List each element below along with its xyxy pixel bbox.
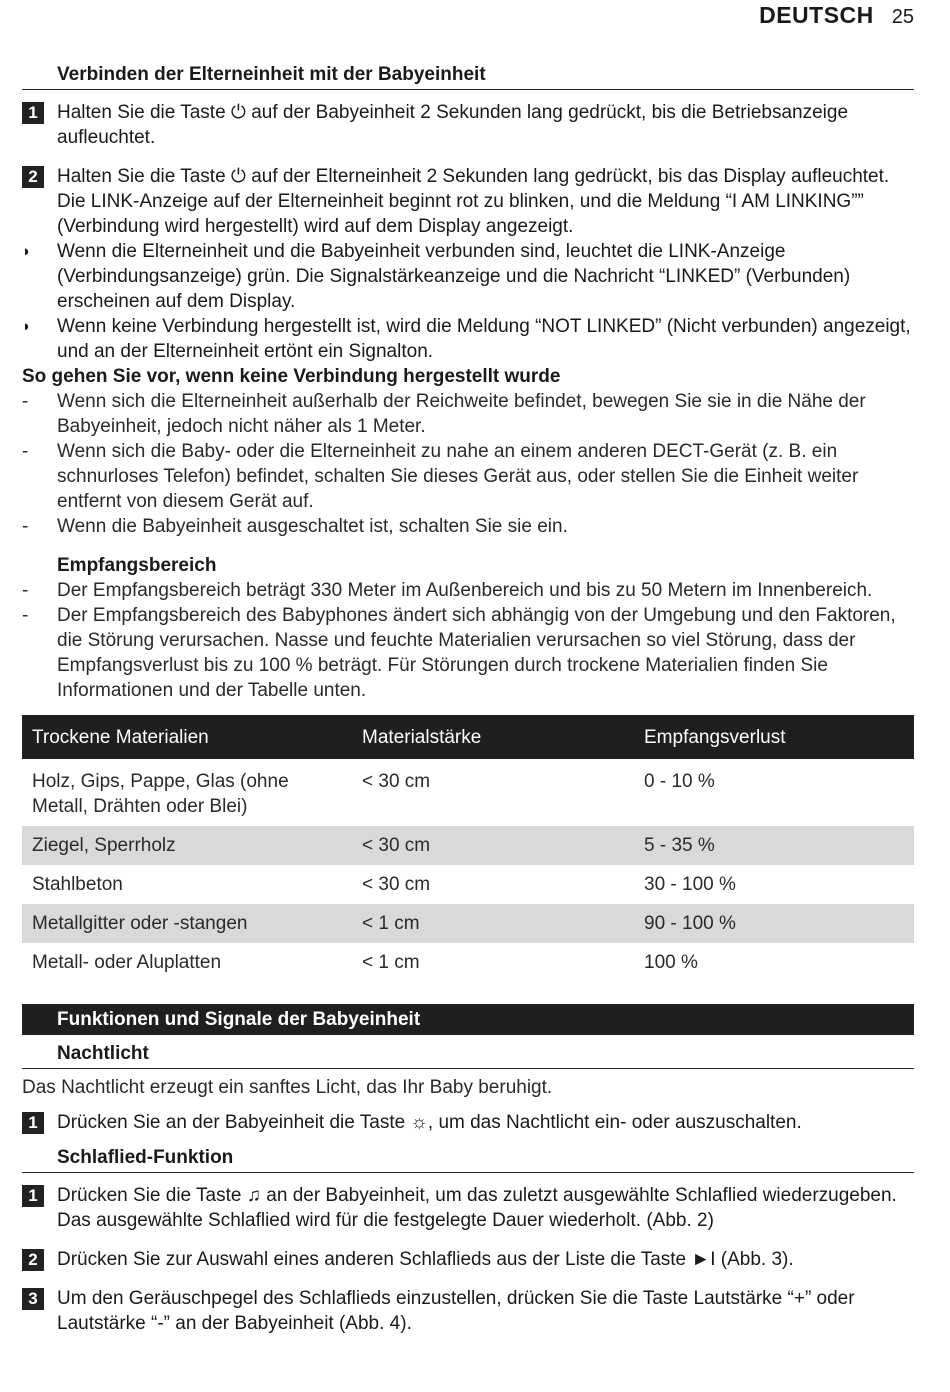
step-number: 1 — [22, 1112, 44, 1134]
table-cell: < 30 cm — [362, 771, 431, 792]
page-header — [759, 2, 914, 29]
lullaby-step-3 — [22, 1286, 914, 1336]
table-cell: 100 % — [644, 952, 698, 973]
materials-table — [22, 715, 914, 982]
step-number: 1 — [22, 102, 44, 124]
step-text: Drücken Sie an der Babyeinheit die Taste ☼, um das Nachtlicht ein- oder auszuschalten. — [57, 1112, 802, 1133]
table-cell: 5 - 35 % — [634, 826, 914, 865]
table-row — [22, 904, 914, 943]
dash-marker: - — [22, 580, 29, 601]
table-cell: Metall- oder Aluplatten — [32, 952, 222, 973]
table-cell: Metallgitter oder -stangen — [22, 904, 352, 943]
bullet-text: Wenn die Elterneinheit und die Babyeinheit verbunden sind, leuchtet die LINK-Anzeige (Verbindungsanzeige) grün. Die Signalstärkeanzeige und die Nachricht “LINKED” (Verbunden) erscheinen auf dem Display. — [57, 241, 851, 312]
table-cell: Holz, Gips, Pappe, Glas (ohne Metall, Drähten oder Blei) — [32, 771, 289, 817]
step-text: Halten Sie die Taste ⏻ auf der Babyeinheit 2 Sekunden lang gedrückt, bis die Betriebsanzeige aufleuchtet. — [57, 102, 849, 148]
bullet-icon: ◗ — [22, 243, 32, 260]
table-cell: Stahlbeton — [32, 874, 123, 895]
table-cell: < 30 cm — [362, 874, 431, 895]
result-bullet — [22, 314, 914, 364]
table-row — [22, 865, 914, 904]
table-cell: < 1 cm — [362, 952, 420, 973]
item-text: Wenn sich die Elterneinheit außerhalb der Reichweite befindet, bewegen Sie sie in die Nähe der Babyeinheit, jedoch nicht näher als 1 Meter. — [57, 391, 866, 437]
table-header-cell: Materialstärke — [352, 715, 634, 759]
dash-marker: - — [22, 441, 29, 462]
nightlight-step-1 — [22, 1110, 914, 1135]
dash-marker: - — [22, 516, 29, 537]
step-number: 3 — [22, 1288, 44, 1310]
table-cell: 0 - 10 % — [644, 771, 715, 792]
step-1 — [22, 100, 914, 150]
dash-marker: - — [22, 605, 29, 626]
troubleshoot-title: So gehen Sie vor, wenn keine Verbindung hergestellt wurde — [22, 366, 561, 387]
item-text: Wenn sich die Baby- oder die Elterneinheit zu nahe an einem anderen DECT-Gerät (z. B. ein schnurloses Telefon) befindet, schalten Sie dieses Gerät aus, oder stellen Sie die Einheit weiter entfernt von diesem Gerät auf. — [57, 441, 859, 512]
step-text: Um den Geräuschpegel des Schlaflieds einzustellen, drücken Sie die Taste Lautstärke “+” oder Lautstärke “-” an der Babyeinheit (Abb. 4). — [57, 1288, 855, 1334]
lullaby-step-2 — [22, 1247, 914, 1272]
nightlight-title: Nachtlicht — [22, 1041, 914, 1069]
table-header-cell: Empfangsverlust — [634, 715, 914, 759]
bullet-text: Wenn keine Verbindung hergestellt ist, wird die Meldung “NOT LINKED” (Nicht verbunden) angezeigt, und an der Elterneinheit ertönt ein Signalton. — [57, 316, 911, 362]
table-cell: Ziegel, Sperrholz — [22, 826, 352, 865]
table-row — [22, 943, 914, 982]
language-label: DEUTSCH — [759, 2, 874, 28]
step-number: 1 — [22, 1185, 44, 1207]
step-number: 2 — [22, 166, 44, 188]
section-title-linking: Verbinden der Elterneinheit mit der Babyeinheit — [22, 62, 914, 90]
lullaby-title: Schlaflied-Funktion — [22, 1145, 914, 1173]
range-title: Empfangsbereich — [57, 555, 217, 576]
range-item — [22, 603, 914, 703]
table-row — [22, 759, 914, 826]
item-text: Der Empfangsbereich des Babyphones ändert sich abhängig von der Umgebung und den Faktoren, die Störung verursachen. Nasse und feuchte Materialien verursachen so viel Störung, dass der Empfangsverlust bis zu 100 % beträgt. Für Störungen durch trockene Materialien finden Sie Informationen und der Tabelle unten. — [57, 605, 896, 701]
table-header-row — [22, 715, 914, 759]
troubleshoot-item — [22, 439, 914, 514]
range-item — [22, 578, 914, 603]
step-text: Drücken Sie die Taste ♫ an der Babyeinheit, um das zuletzt ausgewählte Schlaflied wiederzugeben. Das ausgewählte Schlaflied wird für die festgelegte Dauer wiederholt. (Abb. 2) — [57, 1185, 897, 1231]
page-content — [22, 62, 914, 1336]
table-cell: 90 - 100 % — [634, 904, 914, 943]
table-row — [22, 826, 914, 865]
table-cell: < 1 cm — [352, 904, 634, 943]
troubleshoot-item — [22, 514, 914, 539]
table-header-cell: Trockene Materialien — [22, 715, 352, 759]
item-text: Wenn die Babyeinheit ausgeschaltet ist, schalten Sie sie ein. — [57, 516, 568, 537]
table-cell: 30 - 100 % — [644, 874, 736, 895]
step-text: Drücken Sie zur Auswahl eines anderen Schlaflieds aus der Liste die Taste ►I (Abb. 3). — [57, 1249, 794, 1270]
section-title-functions: Funktionen und Signale der Babyeinheit — [22, 1004, 914, 1035]
result-bullet — [22, 239, 914, 314]
troubleshoot-item — [22, 389, 914, 439]
step-number: 2 — [22, 1249, 44, 1271]
bullet-icon: ◗ — [22, 318, 32, 335]
dash-marker: - — [22, 391, 29, 412]
step-2 — [22, 164, 914, 239]
lullaby-step-1 — [22, 1183, 914, 1233]
item-text: Der Empfangsbereich beträgt 330 Meter im Außenbereich und bis zu 50 Metern im Innenbereich. — [57, 580, 873, 601]
step-text: Halten Sie die Taste ⏻ auf der Elterneinheit 2 Sekunden lang gedrückt, bis das Display aufleuchtet. Die LINK-Anzeige auf der Elterneinheit beginnt rot zu blinken, und die Meldung “I AM LINKING”” (Verbindung wird hergestellt) wird auf dem Display angezeigt. — [57, 166, 890, 237]
nightlight-intro: Das Nachtlicht erzeugt ein sanftes Licht, das Ihr Baby beruhigt. — [22, 1077, 553, 1098]
table-cell: < 30 cm — [352, 826, 634, 865]
page-number: 25 — [891, 6, 914, 28]
